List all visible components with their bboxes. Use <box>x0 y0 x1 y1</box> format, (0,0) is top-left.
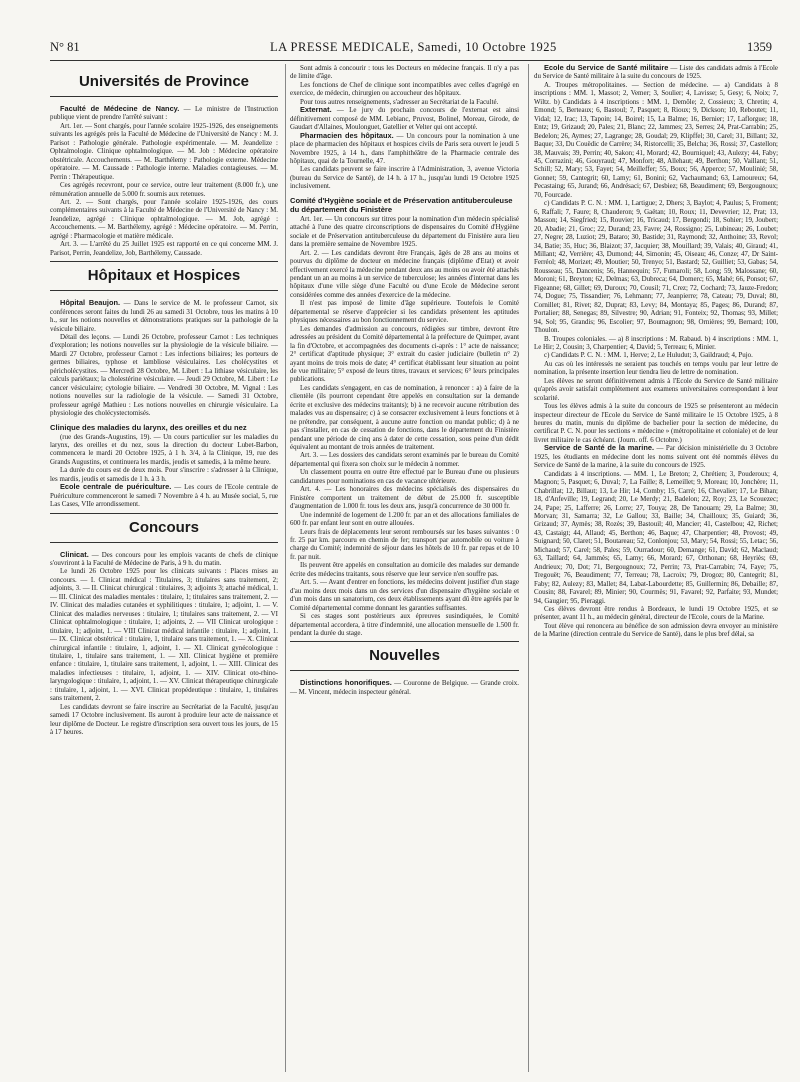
paragraph: Art. 3. — Les dossiers des candidats seront examinés par le bureau du Comité départemental qui fixera son choix sur le médecin à nommer. <box>290 451 519 468</box>
page-header <box>50 40 772 61</box>
paragraph-heading: Hôpital Beaujon. <box>60 298 121 308</box>
paragraph: Ces élèves devront être rendus à Bordeaux, le lundi 19 Octobre 1925, et se présenter, avant 11 h., au médecin général, directeur de l'Ecole, cours de la Marine. <box>534 605 778 622</box>
paragraph: Il n'est pas imposé de limite d'âge supérieure. Toutefois le Comité départemental se réserve d'apprécier si les candidats présentent les aptitudes physiques nécessaires au bon fonctionnement du service. <box>290 299 519 325</box>
paragraph: c) Candidats P. C. N. : MM. 1, Lartigue; 2, Dhers; 3, Baylot; 4, Paulus; 5, Froment; 6, Raffali; 7, Faure; 8, Chauderon; 9, Gaëtan; 10, Roux; 11, Devevrier; 12, Prat; 13, Masson; 14, Siegfried; 15, Rouvier; 16, Tricaud; 17, Bergondi; 18, Sohier; 19, Joubert; 20, Abadie; 21, Groc; 22, Durand; 23, Favre; 24, Rossigno; 25, Lubineau; 26, Loubet; 27, Negre; 28, Luziot; 29, Bataro; 30, Bastide; 31, Raymond; 32, Anthoine; 33, Revol; 34, Batie; 35, Huc; 36, Blaizot; 37, Jacquier; 38, Mouillard; 39, Valais; 40, Giraud; 41, Millant; 42, Verrière; 43, Dumond; 44, Simonin; 45, Oiseau; 46, Conze; 47, Dr Saint-Ferréol; 48, Morizet; 49, Moutier; 50, Trenyo; 51, Bastard; 52, Guilliet; 53, Gabas; 54, Rousseau; 55, Dancenis; 56, Hannequin; 57, Fumaroli; 58, Long; 59, Malossane; 60, Moroni; 61, Breyton; 62, Delmas; 63, Dubreca; 64, Domerc; 65, Mahé; 66, Ponsot; 67, Figeanne; 68, Gillet; 69, Duroux; 70, Cousil; 71, Crez; 72, Cochard; 73, Jauze-Fredon; 74, Dogue; 75, Tissandier; 76, Lehmann; 77, Jeanpierre; 78, Cateau; 79, Duval; 80, Cornillet; 81, Rivet; 82, Duprat; 83, Levy; 84, Montaya; 85, Pages; 86, Durand; 87, Portalier; 88, Senegas; 89, Silvestre; 90, Adrian; 91, Fonteix; 92, Thomas; 93, Millet; 94, Sol; 95, Grandis; 96, Escolier; 97, Boumagnon; 98, Ornières; 99, Bernard; 100, Thoulon. <box>534 199 778 335</box>
paragraph <box>50 299 278 333</box>
paragraph: Si ces stages sont postérieurs aux épreuves susindiquées, le Comité départemental accordera, à titre d'indemnité, une allocation mensuelle de 1.500 fr. pendant la durée du stage. <box>290 612 519 637</box>
paragraph: Une indemnité de logement de 1.200 fr. par an et des allocations familiales de 600 fr. par enfant leur sont en outre allouées. <box>290 510 519 528</box>
paragraph-text: — Le ministre de l'Instruction publique vient de prendre l'arrêté suivant : <box>50 105 278 122</box>
paragraph: Les fonctions de Chef de clinique sont incompatibles avec celles d'agrégé en exercice, de médecin, chirurgien ou accoucheur des hôpitaux. <box>290 80 519 98</box>
paragraph: Art. 4. — Les honoraires des médecins spécialisés des dispensaires du Finistère comportent un traitement de début de 25.000 fr. susceptible d'augmentation de 1.000 fr. tous les deux ans, jusqu'à concurrence de 30 000 fr. <box>290 485 519 511</box>
paragraph: Art. 5. — Avant d'entrer en fonctions, les médecins doivent justifier d'un stage d'au moins deux mois dans un des services d'un dispensaire d'hygiène sociale et d'un mois dans un sanatorium, ces deux établissements ayant dû être agréés par le Comité départemental comme donnant les garanties suffisantes. <box>290 578 519 612</box>
subheading: Comité d'Hygiène sociale et de Préservation antituberculeuse du département du Finistère <box>290 195 513 214</box>
paragraph-heading: Distinctions honorifiques. <box>300 678 392 688</box>
paragraph: Art. 1er. — Un concours sur titres pour la nomination d'un médecin spécialisé attaché à l'une des quatre circonscriptions de dispensaires du Comité d'Hygiène sociale et de Préservation antituberculeuse du département du Finistère aura lieu dans la première semaine de Novembre 1925. <box>290 214 519 249</box>
paragraph: B. Troupes coloniales. — a) 8 inscriptions : M. Rabaud. b) 4 inscriptions : MM. 1, Le Hir; 2, Cousin; 3, Charpentier; 4, David; 5, Terreau; 6, Minier. <box>534 334 778 351</box>
section-title-concours: Concours <box>50 513 278 543</box>
paragraph-text: — Dans le service de M. le professeur Carnot, six conférences seront faites du lundi 26 au samedi 31 Octobre, tous les matins à 10 h., sur les notions nouvelles et démonstrations pratiques sur la pathologie de la vésicule biliaire. <box>50 299 278 333</box>
subheading: Clinique des maladies du larynx, des oreilles et du nez <box>50 422 247 432</box>
paragraph: Leurs frais de déplacements leur seront remboursés sur les bases suivantes : 0 fr. 25 par km. parcouru en chemin de fer; transport par automobile ou voiture à charge du Comité; indemnité de séjour dans les hôtels de 10 fr. par repas et de 10 fr. par nuit. <box>290 527 519 561</box>
paragraph-heading: Pharmacien des hôpitaux. <box>300 130 394 140</box>
paragraph-text: — Un concours pour la nomination à une place de pharmacien des hôpitaux et hospices civils de Paris sera ouvert le jeudi 5 Novembre 1925, à 14 h., dans l'amphithéâtre de la Pharmacie centrale des hôpitaux, quai de la Tournelle, 47. <box>290 131 519 165</box>
paragraph-text: — Les cours de l'Ecole centrale de Puériculture commenceront le samedi 7 Novembre à 4 h. au Musée social, 5, rue Las Cases, VIIe arrondissement. <box>50 483 278 509</box>
paragraph <box>50 105 278 122</box>
paragraph: Les candidats peuvent se faire inscrire à l'Administration, 3, avenue Victoria (bureau du Service de Santé), de 14 h. à 17 h., jusqu'au lundi 19 Octobre 1925 inclusivement. <box>290 165 519 191</box>
paragraph: La durée du cours est de deux mois. Pour s'inscrire : s'adresser à la Clinique, les mardis, jeudis et samedis de 1 h. à 3 h. <box>50 466 278 483</box>
paragraph-heading: Ecole centrale de puériculture. <box>60 482 172 492</box>
section-title-universites: Universités de Province <box>50 68 278 97</box>
issue-number: N° 81 <box>50 40 80 54</box>
paragraph: Ces agrégés recevront, pour ce service, outre leur traitement (8.000 fr.), une rémunération annuelle de 5.000 fr. soumis aux retenues. <box>50 181 278 198</box>
column-left <box>50 64 278 1072</box>
column-middle <box>285 64 519 1072</box>
paragraph <box>290 679 519 696</box>
paragraph <box>534 64 778 81</box>
paragraph: Art. 2. — Sont chargés, pour l'année scolaire 1925-1926, des cours complémentaires suivants à la Faculté de Médecine de l'Université de Nancy : M. Jeandelize, agrégé : Clinique ophtalmologique. — M. Job, agrégé : Accouchements. — M. Barthélemy, agrégé : Médecine opératoire. — M. Perrin, agrégé : Pharmacologie et matière médicale. <box>50 197 278 240</box>
section-title-nouvelles: Nouvelles <box>290 641 519 671</box>
paragraph <box>50 483 278 508</box>
paragraph: Candidats à 4 inscriptions. — MM. 1, Le Breton; 2, Chrétien; 3, Pouderoux; 4, Magnon; 5, Pasquet; 6, Duval; 7, La Faille; 8, Lemeillet; 9, Moreau; 10, Jonchère; 11, Chabrillat; 12, Billaut; 13, Le Hir; 14, Comby; 15, Carré; 16, Chevalier; 17, Le Bihan; 18, d'Anfeville; 19, Legrand; 20, Le Merdy; 21, Badelon; 22, Roy; 23, Le Scouezec; 24, Pape; 25, Lafferre; 26, Lorre; 27, Touya; 28, De Tanouarn; 29, La Balme; 30, Morvan; 31, Samarra; 32, Le Gallou; 33, Baille; 34, Chailloux; 35, Guiard; 36, Grizaud; 37, Aymès; 38, Rozès; 39, Bastouil; 40, Mancier; 41, Castelbou; 42, Richet; 43, Castaigt; 44, Allaud; 45, Berthon; 46, Baque; 47, Charpentier; 48, Provost; 49, Suignard; 50, Claret; 51, Boutareau; 52, Conlonjou; 53, Mary; 54, Rossi; 55, Letac; 56, Michaud; 57, Carel; 58, Pales; 59, Ourradour; 60, Demange; 61, David; 62, Maclaud; 63, Taillard; 64, Jammès; 65, Lamy; 66, Morard; 67, Orthonan; 68, Heyriès; 69, Andrieux; 70, Dot; 71, Bergougnoux; 72, Perrin; 73, Prat-Carrabin; 74, Faye; 75, Tregouët; 76, Beaudiment; 77, Terreau; 78, Lacroix; 79, Drogoz; 80, Cantegrit; 81, Faby; 82, Aulezy; 83, Mallet; 84, Labat-Labourdette; 85, Guillermin; 86, Debaille; 87, Cousin; 88, Favarel; 89, Minier; 90, Courmès; 91, Favarel; 92, Parfaite; 93, Mundet; 94, Gaugier; 95, Pieraggi. <box>534 469 778 605</box>
paragraph-heading: Faculté de Médecine de Nancy. <box>60 104 180 113</box>
paragraph-text: — Couronne de Belgique. — Grande croix. — M. Vincent, médecin inspecteur général. <box>290 679 519 696</box>
paragraph-heading: Externat. <box>300 105 332 115</box>
paragraph: Tous les élèves admis à la suite du concours de 1925 se présenteront au médecin inspecteur directeur de l'Ecole du Service de Santé militaire le 15 Octobre 1925, à 8 heures du matin, munis du diplôme de bachelier pour la section de médecine, du certificat P. C. N. pour les sections « médecine » (métropolitaine et coloniale) et de leur livret militaire le cas échéant. (Journ. off. 6 Octobre.) <box>534 402 778 444</box>
paragraph: Un classement pourra en outre être effectué par le Bureau d'une ou plusieurs candidatures pour nominations en cas de vacance ultérieure. <box>290 468 519 485</box>
section-title-hopitaux: Hôpitaux et Hospices <box>50 261 278 291</box>
paragraph: c) Candidats P. C. N. : MM. 1, Herve; 2, Le Huludut; 3, Gaildraud; 4, Pujo. <box>544 351 753 360</box>
column-right <box>528 64 778 1072</box>
paragraph: Les demandes d'admission au concours, rédigées sur timbre, devront être adressées au président du Comité départemental à la préfecture de Quimper, avant la fin d'Octobre, et accompagnées des documents ci-après : 1° acte de naissance; 2° certificat d'aptitude physique; 3° extrait du casier judiciaire (bulletin n° 2) ayant moins de trois mois de date; 4° certificat établissant leur situation au point de vue militaire; 5° exposé de leurs titres, travaux et services; 6° leurs principales publications. <box>290 324 519 384</box>
paragraph: Ils peuvent être appelés en consultation au domicile des malades sur demande écrite des médecins traitants, sous réserve que leur service n'en souffre pas. <box>290 561 519 578</box>
paragraph: Sont admis à concourir : tous les Docteurs en médecine français. Il n'y a pas de limite d'âge. <box>290 64 519 81</box>
paragraph: (rue des Grands-Augustins, 19). — Un cours particulier sur les maladies du larynx, des oreilles et du nez, sous la direction du docteur Lubet-Barbon, commencera le mardi 20 Octobre 1925, à 1 h. 3/4, à la Clinique, 19, rue des Grands Augustins, et continuera les mardis, jeudis et samedis, à la même heure. <box>50 432 278 466</box>
paragraph: Art. 2. — Les candidats devront être Français, âgés de 28 ans au moins et pourvus du diplôme de docteur en médecine français (diplôme d'Etat) et avoir effectivement exercé la médecine pendant deux ans au moins ou avoir été attachés pendant un an au moins à un service de tuberculose; les années d'internat dans les hôpitaux d'une ville siège d'une Faculté ou d'une Ecole de Médecine seront considérées comme des années d'exercice de la médecine. <box>290 248 519 299</box>
paragraph: Art. 3. — L'arrêté du 25 Juillet 1925 est rapporté en ce qui concerne MM. J. Parisot, Perrin, Jeandelize, Job, Barthélemy, Caussade. <box>50 240 278 257</box>
paragraph: Les élèves ne seront définitivement admis à l'Ecole du Service de Santé militaire qu'après avoir satisfait complètement aux examens universitaires correspondant à leur scolarité. <box>534 376 778 402</box>
paragraph <box>534 444 778 469</box>
paragraph: Art. 1er. — Sont chargés, pour l'année scolaire 1925-1926, des enseignements suivants les agrégés près la Faculté de Médecine de l'Université de Nancy : M. J. Parisot : Pathologie générale. Pathologie expérimentale. — M. Jeandelize : Ophtalmologie. Clinique ophtalmologique. — M. Job : Médecine opératoire obstétricale. Accouchements. — M. Barthélemy : Pathologie externe. Médecine opératoire. — M. Caussade : Pathologie interne. Maladies contagieuses. — M. Perrin : Thérapeutique. <box>50 121 278 181</box>
paragraph-heading: Clinicat. <box>60 549 89 559</box>
paragraph: Au cas où les intéressés ne seraient pas touchés en temps voulu par leur lettre de nomination, la présente insertion leur tiendra lieu de lettre de nomination. <box>534 359 778 377</box>
paragraph-heading: Ecole du Service de Santé militaire <box>544 64 669 72</box>
paragraph: A. Troupes métropolitaines. — Section de médecine. — a) Candidats à 8 inscriptions : MM. 1, Massot; 2, Vemer; 3, Soulier; 4, Lavisse; 5, Gesy; 6, Noix; 7, Wiltz. b) Candidats à 4 inscriptions : MM. 1, Demôle; 2, Cossieux; 3, Chretin; 4, Emond; 5, Berteaux; 6, Bastoul; 7, Pasquet; 8, Rioux; 9, Dickson; 10, Reboutet; 11, Vidal; 12, Irac; 13, Tapoin; 14, Boirel; 15, La Balme; 16, Bernier; 17, Laflorgue; 18, Entz; 19, Grizaud; 20, Pales; 21, Blanc; 22, Jammes; 23, Serres; 24, Prat-Carrabin; 25, Bedelon; 26, Aymes; 27, Lagrange; 28, Goudal; 29, Klipffel; 30, Carel; 31, Billant; 32, Baque; 33, Du Couëdic de Carrère; 34, Ristorcelli; 35, Belcha; 36, Rossi; 37, Castellon; 38, Mauvais; 39, Perrin; 40, Sakon; 41, Morard; 42, Bourniquel; 43, Aulezy; 44, Faby; 45, Corrazini; 46, Gouyraud; 47, Monfort; 48, Allehaut; 49, Berthon; 50, Vaillant; 51, Schill; 52, Mary; 53, Fayet; 54, Meilleffer; 55, Boux; 56, Apperce; 57, Moulinié; 58, Gonnet; 59, Cantegrit; 60, Lamy; 61, Bonini; 62, Vachaumand; 63, Lamoureux; 64, Pecastaing; 65, Jurand; 66, Andrésaci; 67, Desbiez; 68, Beaudiment; 69, Bergougnoux; 70, Fourcade. <box>534 80 778 199</box>
masthead-title: LA PRESSE MEDICALE, Samedi, 10 Octobre 1925 <box>269 40 557 54</box>
paragraph-text: — Par décision ministérielle du 3 Octobre 1925, les étudiants en médecine dont les noms suivent ont été nommés élèves du Service de Santé de la marine, à la suite du concours de 1925. <box>534 444 778 470</box>
paragraph: Les candidats s'engagent, en cas de nomination, à renoncer : a) à faire de la clientèle (ils pourront cependant être appelés en consultation sur la demande écrite et exclusive des médecins traitants); b) à ne recevoir aucune rétribution des malades vus au dispensaire; c) à se consacrer exclusivement à leurs fonctions et à ne prétendre, par conséquent, à aucune autre fonction ou mandat public; d) à ne pas s'installer, en cas de cessation de fonctions, dans le département du Finistère pendant une période de cinq ans à dater de cette cessation, sous peine d'un dédit équivalent au montant de trois années de traitement. <box>290 383 519 452</box>
paragraph <box>290 106 519 131</box>
paragraph-text: — Liste des candidats admis à l'Ecole du Service de Santé militaire à la suite du concours de 1925. <box>534 64 778 81</box>
paragraph: Le lundi 26 Octobre 1925 pour les clinicats suivants : Places mises au concours. — I. Clinicat médical : Titulaires, 3; titulaires sans traitement, 2; adjoints, 3. — II. Clinicat chirurgical : titulaires, 3; adjoints 3; attaché médical, 1. — III. Clinicat des maladies mentales : titulaire, 1; titulaires sans traitement, 2. — IV. Clinicat des maladies cutanées et syphilitiques : titulaire, 1; adjoint, 1. — V. Clinicat des maladies nerveuses : titulaire, 1; titulaires sans traitement, 2. — VI Clinicat ophtalmologique : titulaire, 1; adjoints, 2. — VII Clinicat urologique : titulaire, 1; adjoint, 1. — VIII Clinicat médical infantile : titulaire, 1; adjoint, 1. — IX. Clinicat obstétrical : titulaire, 1, titulaire sans traitement, 1. — X. Clinicat chirurgical infantile : titulaire, 1, adjoint, 1. — XI. Clinicat gynécologique : titulaire, 1, titulaire sans traitement, 1. — XII. Clinicat hygiène et première enfance : titulaire, 1, titulaire sans traitement, 1, adjoint, 1. — XIII. Clinicat des maladies infectieuses : titulaire, 1, adjoint, 1. — XIV. Clinicat oto-rhino-laryngologique : titulaire, 1, adjoint, 1. — XV. Clinicat thérapeutique chirurgicale : titulaire, 1, adjoint, 1. — XVI. Clinicat propédeutique : titulaire, 1, titulaires sans traitement, 2. <box>50 567 278 703</box>
paragraph <box>290 132 519 166</box>
paragraph: Pour tous autres renseignements, s'adresser au Secrétariat de la Faculté. <box>300 97 499 106</box>
paragraph <box>50 551 278 568</box>
paragraph-text: — Le jury du prochain concours de l'externat est ainsi définitivement composé de MM. Lebianc, Pruvost, Bolinel, Moreau, Girode, de Gaudart d'Allaines, Moulonguet, Gatellier et Velter qui ont accepté. <box>290 106 519 132</box>
page-number: 1359 <box>746 40 772 54</box>
paragraph: Tout élève qui renoncera au bénéfice de son admission devra envoyer au ministère de la Marine (direction centrale du Service de Santé), dans le plus bref délai, sa <box>534 621 778 639</box>
paragraph: Détail des leçons. — Lundi 26 Octobre, professeur Carnot : Les techniques d'exploration; les notions nouvelles sur la physiologie de la vésicule biliaire. — Mardi 27 Octobre, professeur Carnot : Les infections biliaires; les porteurs de germes biliaires, typhose et lambliose vésiculaires. Les cholécystites et péricholécystites. — Mercredi 28 Octobre, M. Libert : La lithiase vésiculaire, les calculs pariétaux; la cholestérine vésiculaire. — Jeudi 29 Octobre, M. Libert : Le cancer vésiculaire; cytologie biliaire. — Vendredi 30 Octobre, M. Vignal : Les notions nouvelles sur la radiologie de la vésicule. — Samedi 31 Octobre, professeur agrégé Mathieu : Les notions nouvelles en chirurgie vésiculaire. La physiologie des cholécystectomisés. <box>50 332 278 418</box>
paragraph-text: — Des concours pour les emplois vacants de chefs de clinique s'ouvriront à la Faculté de Médecine de Paris, à 9 h. du matin. <box>50 550 278 568</box>
paragraph: Les candidats devront se faire inscrire au Secrétariat de la Faculté, jusqu'au samedi 17 Octobre inclusivement. Ils auront à produire leur acte de naissance et leur diplôme de Docteur. Le registre d'inscription sera ouvert tous les jours, de 15 à 17 heures. <box>50 702 278 737</box>
paragraph-heading: Service de Santé de la marine. <box>544 443 655 453</box>
